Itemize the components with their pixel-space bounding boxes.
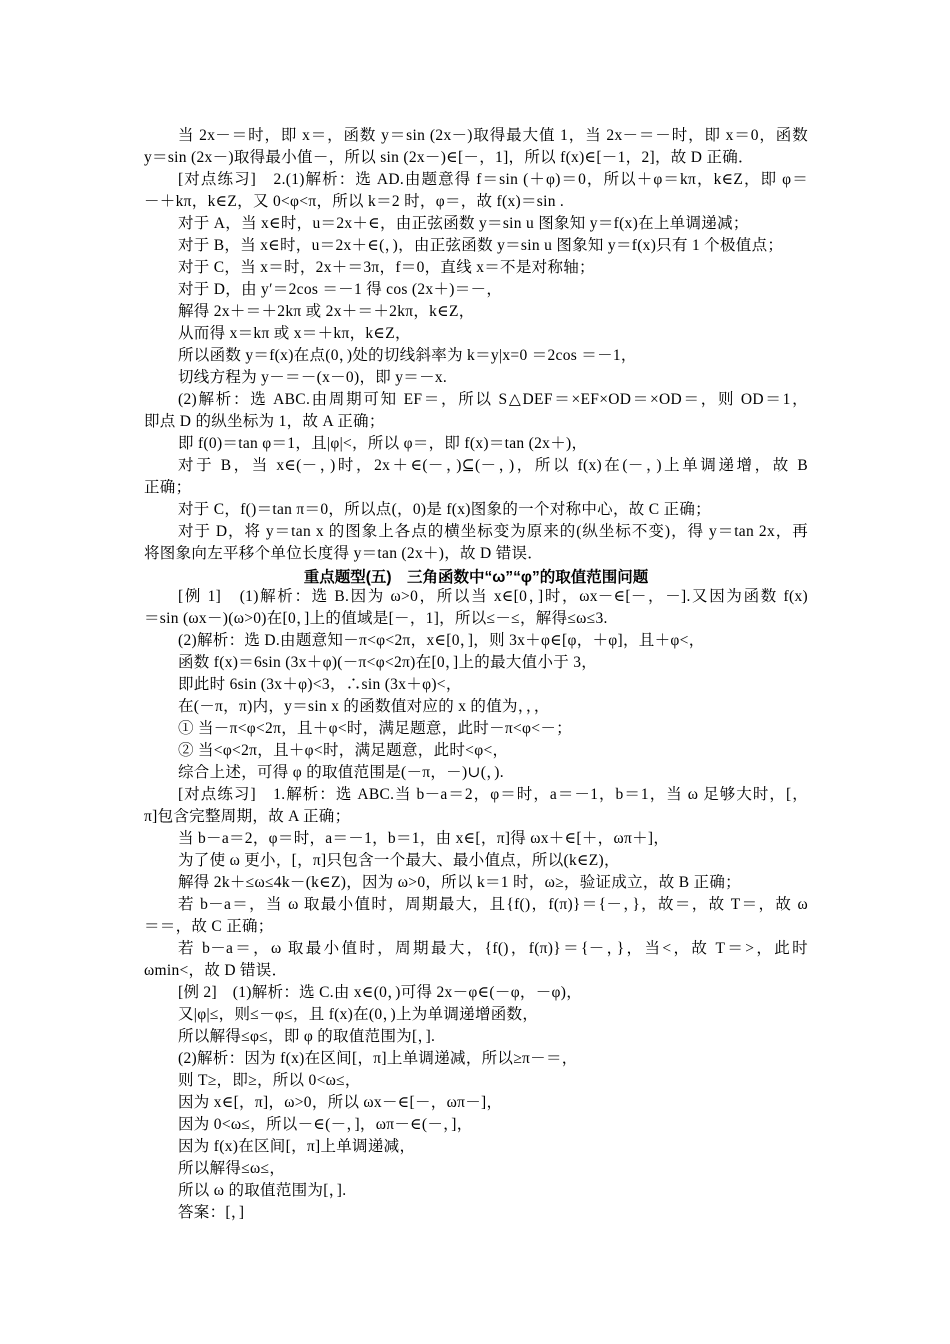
text-line: 则 T≥，即≥，所以 0<ω≤， <box>178 1072 361 1089</box>
text-line: 对于 B，当 x∈(－，)时，2x＋∈(－，)⊆(－，)，所以 f(x)在(－，)上单调递增，故 B <box>178 457 808 474</box>
text-line: 解得 2x＋＝＋2kπ 或 2x＋＝＋2kπ，k∈Z， <box>178 303 475 320</box>
text-line: 当 b－a＝2，φ＝时，a＝－1，b＝1，由 x∈[，π]得 ωx＋∈[＋，ωπ＋]， <box>178 830 670 847</box>
text-line: (2)解析：选 ABC.由周期可知 EF＝，所以 S△DEF＝×EF×OD＝×OD＝，则 OD＝1， <box>178 391 808 408</box>
answer-line: 答案：[，] <box>178 1204 245 1221</box>
text-line: 所以函数 y＝f(x)在点(0，)处的切线斜率为 k＝y|x=0 ＝2cos ＝－1， <box>178 347 637 364</box>
text-line: 因为 x∈[，π]，ω>0，所以 ωx－∈[－，ωπ－]， <box>178 1094 503 1111</box>
text-line: 将图象向左平移个单位长度得 y＝tan (2x＋)，故 D 错误． <box>144 545 544 562</box>
text-line: 解得 2k＋≤ω≤4k－(k∈Z)，因为 ω>0，所以 k＝1 时，ω≥，验证成立，故 B 正确； <box>178 874 741 891</box>
text-line: 若 b－a＝，ω 取最小值时，周期最大，{f()，f(π)}＝{－，}，当<，故 T＝>，此时 <box>178 940 808 957</box>
text-line: 从而得 x＝kπ 或 x＝＋kπ，k∈Z， <box>178 325 411 342</box>
text-line: [对点练习] 1.解析：选 ABC.当 b－a＝2，φ＝时，a＝－1，b＝1，当 ω 足够大时，[， <box>178 786 808 803</box>
text-line: 对于 C，f()＝tan π＝0，所以点(，0)是 f(x)图象的一个对称中心，故 C 正确； <box>178 501 711 518</box>
text-line: 为了使 ω 更小，[，π]只包含一个最大、最小值点，所以(k∈Z)， <box>178 852 620 869</box>
text-line: ＝＝，故 C 正确； <box>144 918 274 935</box>
text-line: ② 当<φ<2π，且＋φ<时，满足题意，此时<φ<， <box>178 742 509 759</box>
text-line: 对于 C，当 x＝时，2x＋＝3π，f＝0，直线 x＝不是对称轴； <box>178 259 595 276</box>
text-line: 切线方程为 y－＝－(x－0)，即 y＝－x. <box>178 369 448 386</box>
text-line: 在(－π，π)内，y＝sin x 的函数值对应的 x 的值为，，， <box>178 698 550 715</box>
text-line: ωmin<，故 D 错误． <box>144 962 288 979</box>
text-line: －＋kπ，k∈Z，又 0<φ<π，所以 k＝2 时，φ＝，故 f(x)＝sin . <box>144 193 565 210</box>
text-line: 又|φ|≤，则≤－φ≤，且 f(x)在(0，)上为单调递增函数， <box>178 1006 539 1023</box>
text-line: [例 1] (1)解析：选 B.因为 ω>0，所以当 x∈[0，]时，ωx－∈[－，－].又因为函数 f(x) <box>178 588 808 605</box>
section-heading: 重点题型(五) 三角函数中“ω”“φ”的取值范围问题 <box>303 569 649 586</box>
text-line: 因为 0<ω≤，所以－∈(－，]，ωπ－∈(－，]， <box>178 1116 473 1133</box>
text-line: 对于 B，当 x∈时，u＝2x＋∈(，)，由正弦函数 y＝sin u 图象知 y＝f(x)只有 1 个极值点； <box>178 237 784 254</box>
text-line: (2)解析：选 D.由题意知－π<φ<2π，x∈[0，]，则 3x＋φ∈[φ，＋φ]，且＋φ<， <box>178 632 705 649</box>
text-line: π]包含完整周期，故 A 正确； <box>144 808 351 825</box>
text-line: 函数 f(x)＝6sin (3x＋φ)(－π<φ<2π)在[0，]上的最大值小于 3， <box>178 654 598 671</box>
text-line: 若 b－a＝，当 ω 取最小值时，周期最大，且{f()，f(π)}＝{－，}，故＝，故 T＝，故 ω <box>178 896 808 913</box>
text-line: 所以解得≤ω≤， <box>178 1160 286 1177</box>
text-line: 对于 A，当 x∈时，u＝2x＋∈，由正弦函数 y＝sin u 图象知 y＝f(x)在上单调递减； <box>178 215 749 232</box>
text-line: 即 f(0)＝tan φ＝1，且|φ|<，所以 φ＝，即 f(x)＝tan (2x＋)， <box>178 435 588 452</box>
text-line: 综合上述，可得 φ 的取值范围是(－π，－)∪(，). <box>178 764 504 781</box>
text-line: 对于 D，将 y＝tan x 的图象上各点的横坐标变为原来的(纵坐标不变)，得 y＝tan 2x，再 <box>178 523 808 540</box>
text-line: 所以 ω 的取值范围为[，]. <box>178 1182 347 1199</box>
text-line: ＝sin (ωx－)(ω>0)在[0，]上的值域是[－，1]，所以≤－≤，解得≤ω≤3. <box>144 610 608 627</box>
text-line: ① 当－π<φ<2π，且＋φ<时，满足题意，此时－π<φ<－； <box>178 720 572 737</box>
text-line: 对于 D，由 y′＝2cos ＝－1 得 cos (2x＋)＝－， <box>178 281 503 298</box>
text-line: [例 2] (1)解析：选 C.由 x∈(0，)可得 2x－φ∈(－φ，－φ)， <box>178 984 583 1001</box>
text-line: 即此时 6sin (3x＋φ)<3，∴sin (3x＋φ)<， <box>178 676 462 693</box>
text-line: 即点 D 的纵坐标为 1，故 A 正确； <box>144 413 385 430</box>
text-line: [对点练习] 2.(1)解析：选 AD.由题意得 f＝sin (＋φ)＝0，所以＋φ＝kπ，k∈Z，即 φ＝ <box>178 171 808 188</box>
text-line: 所以解得≤φ≤，即 φ 的取值范围为[，]. <box>178 1028 436 1045</box>
text-line: 因为 f(x)在区间[，π]上单调递减， <box>178 1138 416 1155</box>
text-line: (2)解析：因为 f(x)在区间[，π]上单调递减，所以≥π－＝， <box>178 1050 578 1067</box>
text-line: y＝sin (2x－)取得最小值－，所以 sin (2x－)∈[－，1]，所以 f(x)∈[－1，2]，故 D 正确． <box>144 149 754 166</box>
text-line: 当 2x－＝时，即 x＝，函数 y＝sin (2x－)取得最大值 1，当 2x－＝－时，即 x＝0，函数 <box>178 127 808 144</box>
text-line: 正确； <box>144 479 192 496</box>
